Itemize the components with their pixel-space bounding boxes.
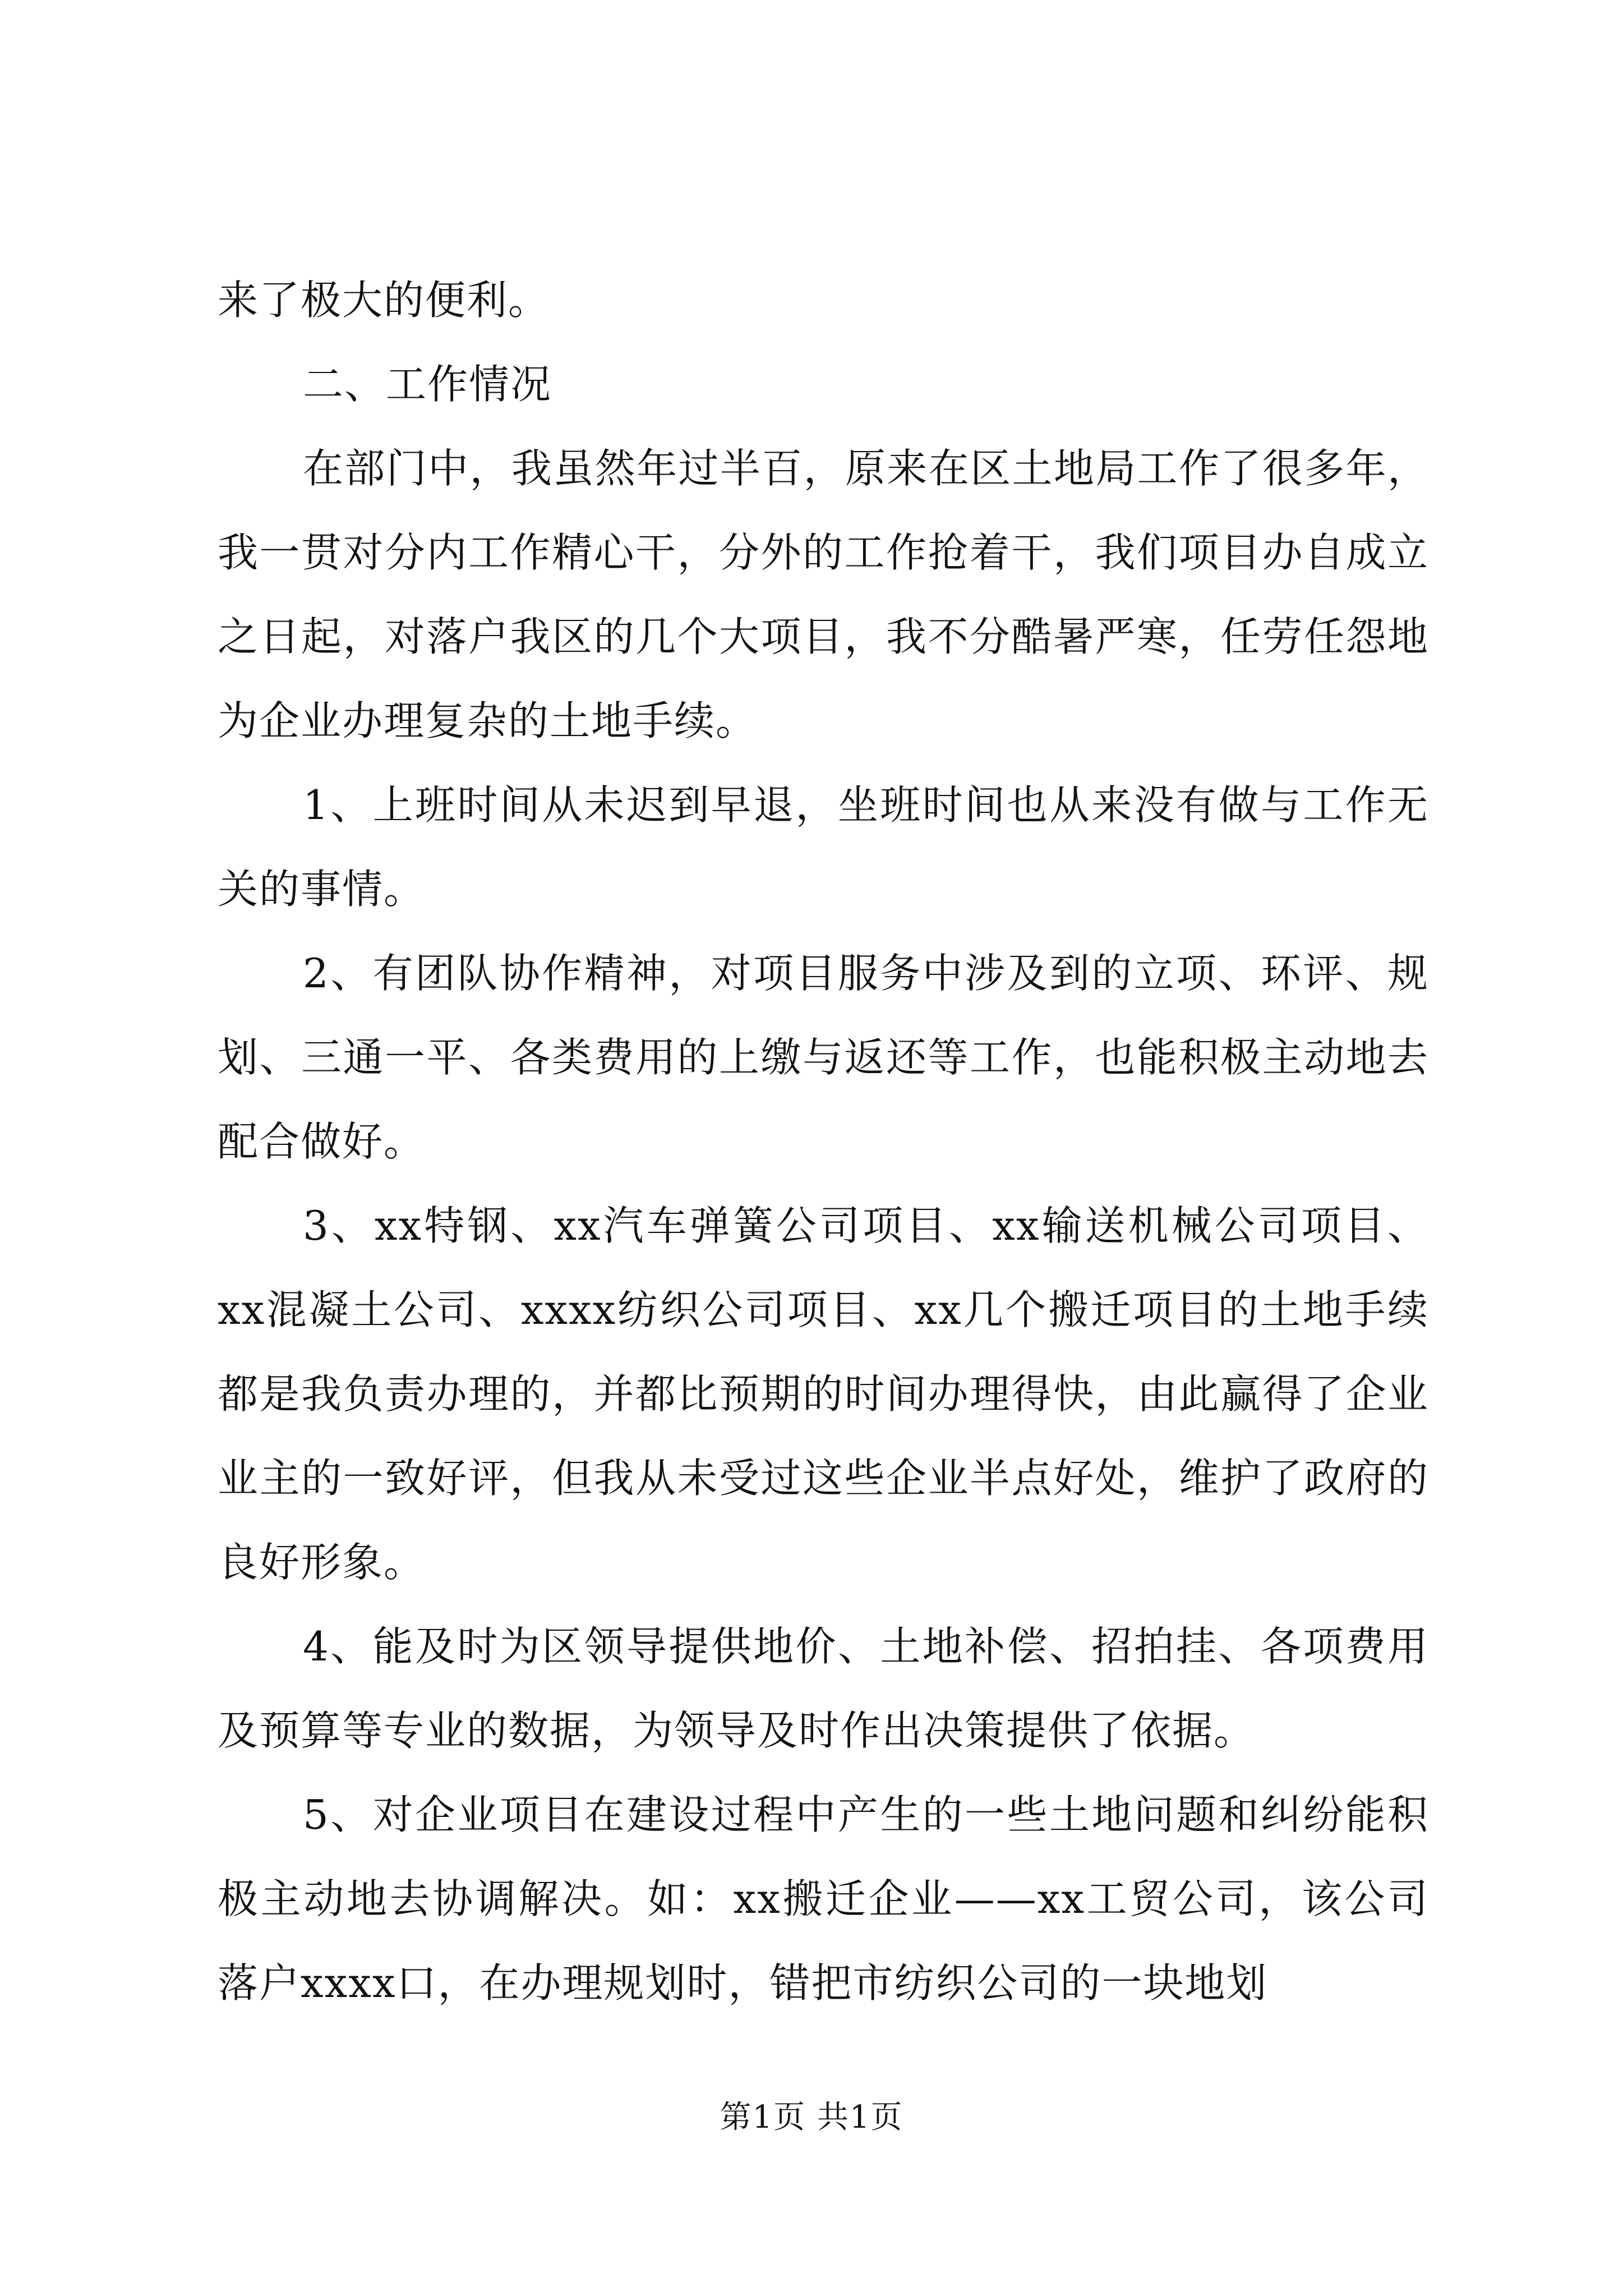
paragraph-continuation: 来了极大的便利。 [218, 277, 550, 324]
paragraph: 在部门中，我虽然年过半百，原来在区土地局工作了很多年，我一贯对分内工作精心干，分外的工作抢着干，我们项目办自成立之日起，对落户我区的几个大项目，我不分酷暑严寒，任劳任怨地为企业办理复杂的土地手续。 [218, 445, 1429, 744]
list-item: 4、能及时为区领导提供地价、土地补偿、招拍挂、各项费用及预算等专业的数据，为领导及时作出决策提供了依据。 [218, 1623, 1429, 1754]
section-heading: 二、工作情况 [303, 361, 552, 408]
page-footer: 第1页 共1页 [720, 2099, 903, 2136]
list-item: 1、上班时间从未迟到早退，坐班时间也从来没有做与工作无关的事情。 [218, 781, 1429, 913]
list-item: 5、对企业项目在建设过程中产生的一些土地问题和纠纷能积极主动地去协调解决。如：xx搬迁企业——xx工贸公司，该公司落户xxxx口，在办理规划时，错把市纺织公司的一块地划 [218, 1791, 1429, 2007]
list-item: 2、有团队协作精神，对项目服务中涉及到的立项、环评、规划、三通一平、各类费用的上缴与返还等工作，也能积极主动地去配合做好。 [218, 950, 1429, 1165]
document-body [218, 258, 1429, 2025]
list-item: 3、xx特钢、xx汽车弹簧公司项目、xx输送机械公司项目、xx混凝土公司、xxxx纺织公司项目、xx几个搬迁项目的土地手续都是我负责办理的，并都比预期的时间办理得快，由此赢得了企业业主的一致好评，但我从未受过这些企业半点好处，维护了政府的良好形象。 [218, 1202, 1429, 1586]
